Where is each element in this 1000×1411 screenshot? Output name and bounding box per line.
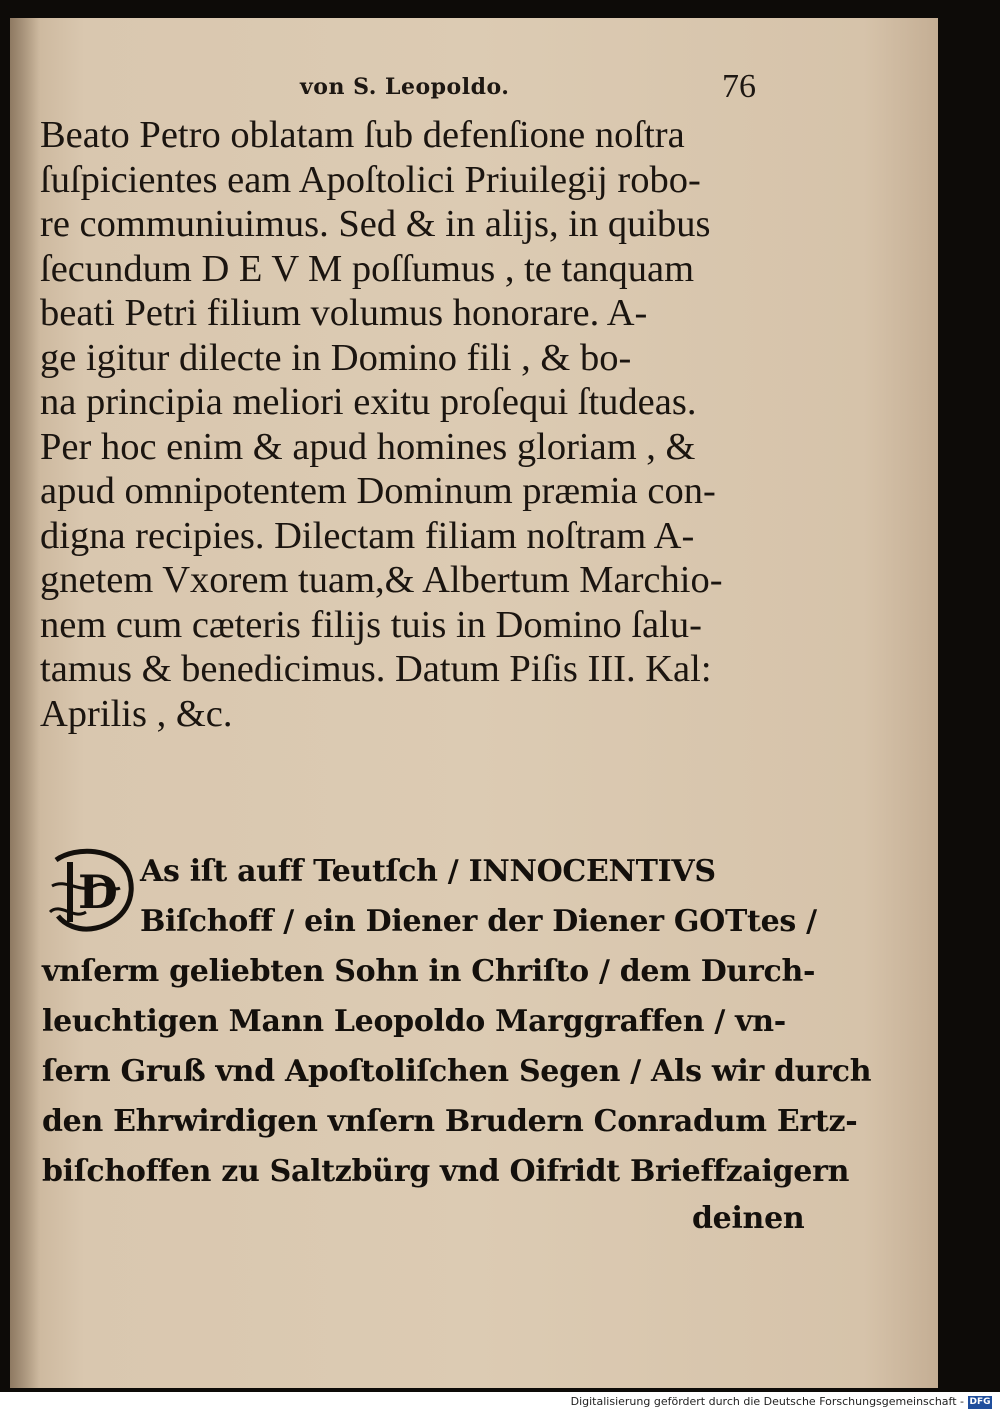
latin-line: digna recipies. Dilectam filiam noſtram A- xyxy=(40,514,695,557)
german-line: leuchtigen Mann Leopoldo Marggraffen / vn- xyxy=(42,1004,786,1039)
latin-line: re communiuimus. Sed & in alijs, in quibus xyxy=(40,203,711,245)
german-line: ſern Gruß vnd Apoſtoliſchen Segen / Als wir durch xyxy=(42,1054,872,1089)
latin-line: Aprilis , &c. xyxy=(40,692,233,735)
decorated-initial xyxy=(46,842,138,934)
latin-line: ſuſpicientes eam Apoſtolici Priuilegij robo- xyxy=(40,158,701,201)
german-line: den Ehrwirdigen vnſern Brudern Conradum Ertz- xyxy=(42,1104,858,1139)
dfg-logo: DFG xyxy=(969,1397,991,1407)
latin-line: tamus & benedicimus. Datum Piſis III. Kal: xyxy=(40,648,712,690)
german-line: Biſchoff / ein Diener der Diener GOTtes / xyxy=(140,904,817,939)
german-line: As iſt auff Teutſch / INNOCENTIVS xyxy=(140,854,716,889)
latin-line: na principia meliori exitu proſequi ſtudeas. xyxy=(40,381,697,423)
initial-letter: D xyxy=(78,865,118,919)
page-number: 76 xyxy=(722,68,756,105)
catchword: deinen xyxy=(692,1201,805,1236)
latin-line: beati Petri filium volumus honorare. A- xyxy=(40,292,648,334)
latin-text-block xyxy=(40,113,780,736)
latin-line: ge igitur dilecte in Domino fili , & bo- xyxy=(40,336,632,379)
latin-line: ſecundum D E V M poſſumus , te tanquam xyxy=(40,247,695,290)
german-line: biſchoffen zu Saltzbürg vnd Oifridt Brieffzaigern xyxy=(42,1154,850,1189)
german-line: vnſerm geliebten Sohn in Chriſto / dem Durch- xyxy=(42,954,816,989)
running-head: von S. Leopoldo. xyxy=(300,74,510,100)
latin-line: gnetem Vxorem tuam,& Albertum Marchio- xyxy=(40,559,723,601)
latin-line: Beato Petro oblatam ſub defenſione noſtra xyxy=(40,114,685,156)
latin-line: apud omnipotentem Dominum præmia con- xyxy=(40,470,716,512)
latin-line: nem cum cæteris filijs tuis in Domino ſalu- xyxy=(40,603,702,646)
latin-line: Per hoc enim & apud homines gloriam , & xyxy=(40,425,696,468)
book-page xyxy=(10,18,938,1388)
funding-credit: Digitalisierung gefördert durch die Deutsche Forschungsgemeinschaft - xyxy=(570,1395,964,1408)
